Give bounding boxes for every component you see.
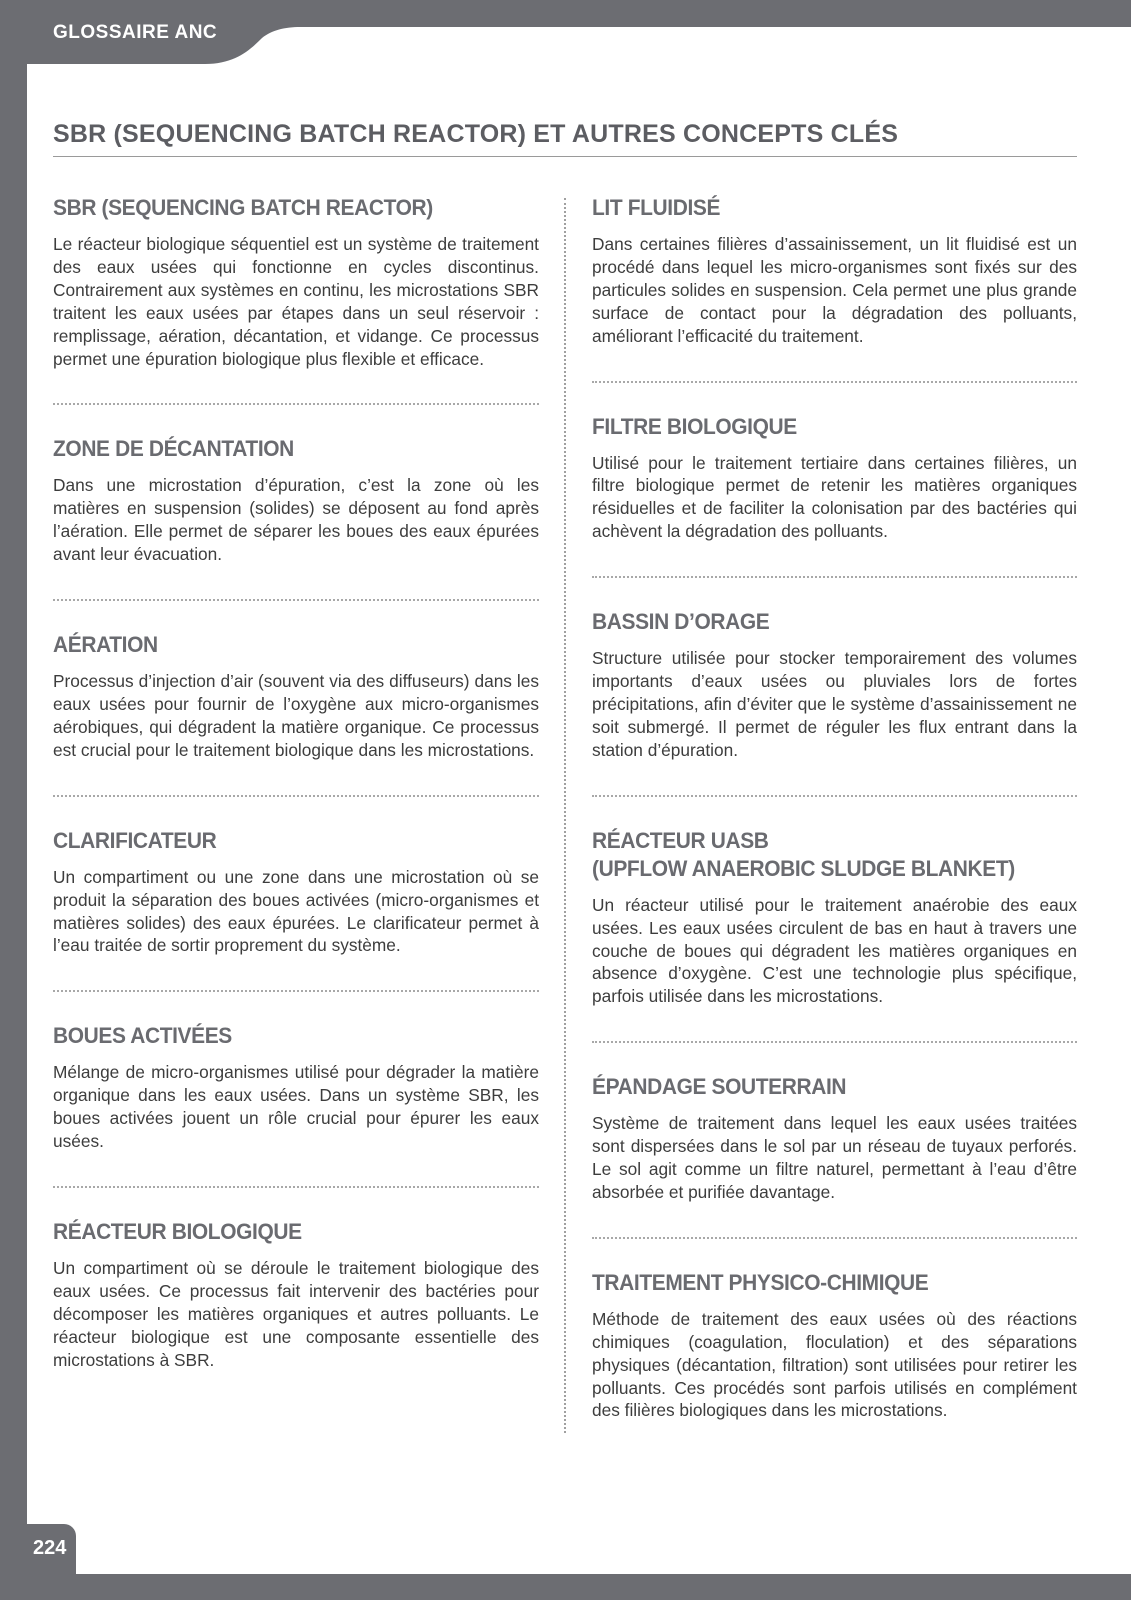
glossary-entry-bassin-orage: [592, 608, 1077, 762]
entry-separator: [53, 1186, 539, 1188]
page-number: 224: [33, 1537, 67, 1559]
glossary-entry-boues-activees: [53, 1022, 539, 1153]
entry-term-line2: (UPFLOW ANAEROBIC SLUDGE BLANKET): [592, 855, 1015, 881]
entry-separator: [592, 381, 1077, 383]
glossary-entry-traitement-physico-chimique: [592, 1269, 1077, 1423]
frame-bottom-bar: [0, 1574, 1131, 1600]
entry-definition: Système de traitement dans lequel les eaux usées traitées sont dispersées dans le sol par un réseau de tuyaux perforés. Le sol agit comme un filtre naturel, permettant à l’eau d’être absorbée et purifiée davantage.: [592, 1113, 1077, 1202]
entry-term: CLARIFICATEUR: [53, 827, 217, 853]
entry-definition: Le réacteur biologique séquentiel est un système de traitement des eaux usées qui fonctionne en cycles discontinus. Contrairement aux systèmes en continu, les microstations SBR traitent les eaux usées par étapes dans un seul réservoir : remplissage, aération, décantation, et vidange. Ce processus permet une épuration biologique plus flexible et efficace.: [53, 234, 539, 369]
entry-separator: [53, 795, 539, 797]
glossary-entry-filtre-biologique: [592, 413, 1077, 544]
entry-term: [592, 827, 1043, 883]
entry-definition: Utilisé pour le traitement tertiaire dans certaines filières, un filtre biologique permet de retenir les matières organiques résiduelles et de faciliter la colonisation par des bactéries qui achèvent la dégradation des polluants.: [592, 452, 1077, 542]
glossary-entry-sbr: [53, 194, 539, 370]
entry-term-line1: RÉACTEUR UASB: [592, 827, 769, 853]
entry-definition: Un réacteur utilisé pour le traitement anaérobie des eaux usées. Les eaux usées circulent de bas en haut à travers une couche de boues qui dégradent les matières organiques en absence d’oxygène. C’est une technologie plus spécifique, parfois utilisée dans les microstations.: [592, 894, 1077, 1007]
entry-term: RÉACTEUR BIOLOGIQUE: [53, 1218, 302, 1244]
entry-term: BASSIN D’ORAGE: [592, 609, 770, 635]
left-column: [53, 194, 539, 1371]
glossary-entry-lit-fluidise: [592, 194, 1077, 348]
glossary-entry-zone-decantation: [53, 435, 539, 566]
entry-term: BOUES ACTIVÉES: [53, 1023, 232, 1049]
entry-term: ZONE DE DÉCANTATION: [53, 436, 294, 462]
entry-definition: Dans une microstation d’épuration, c’est la zone où les matières en suspension (solides) se déposent au fond après l’aération. Elle permet de séparer les boues des eaux épurées avant leur évacuation.: [53, 475, 539, 565]
glossary-entry-reacteur-uasb: [592, 827, 1077, 1009]
entry-term: FILTRE BIOLOGIQUE: [592, 413, 797, 439]
entry-term: SBR (SEQUENCING BATCH REACTOR): [53, 195, 433, 220]
entry-term: ÉPANDAGE SOUTERRAIN: [592, 1074, 847, 1100]
entry-definition: Méthode de traitement des eaux usées où des réactions chimiques (coagulation, floculation) et des séparations physiques (décantation, filtration) sont utilisées pour retirer les polluants. Ces procédés sont parfois utilisés en complément des filières biologiques dans les microstations.: [592, 1308, 1077, 1421]
entry-separator: [53, 599, 539, 601]
title-rule: [53, 156, 1077, 157]
entry-definition: Structure utilisée pour stocker temporairement des volumes importants d’eaux usées ou pluviales lors de fortes précipitations, afin d’éviter que le système d’assainissement ne soit submergé. Il permet de réguler les flux entrant dans la station d’épuration.: [592, 648, 1077, 760]
entry-separator: [53, 990, 539, 992]
entry-term: AÉRATION: [53, 632, 158, 658]
column-divider: [564, 198, 566, 1433]
entry-separator: [592, 1237, 1077, 1239]
right-column: [592, 194, 1077, 1422]
glossary-entry-aeration: [53, 631, 539, 762]
entry-separator: [592, 1041, 1077, 1043]
entry-term: LIT FLUIDISÉ: [592, 195, 721, 220]
entry-separator: [592, 795, 1077, 797]
entry-definition: Un compartiment où se déroule le traitement biologique des eaux usées. Ce processus fait intervenir des bactéries pour décomposer les matières organiques et autres polluants. Le réacteur biologique est une composante essentielle des microstations à SBR.: [53, 1257, 539, 1370]
entry-separator: [592, 576, 1077, 578]
section-header-label: GLOSSAIRE ANC: [53, 22, 218, 43]
glossary-entry-epandage-souterrain: [592, 1073, 1077, 1204]
entry-term: TRAITEMENT PHYSICO-CHIMIQUE: [592, 1269, 929, 1295]
glossary-entry-reacteur-biologique: [53, 1218, 539, 1372]
entry-definition: Dans certaines filières d’assainissement, un lit fluidisé est un procédé dans lequel les micro-organismes sont fixés sur des particules solides en suspension. Cela permet une plus grande surface de contact pour la dégradation des polluants, améliorant l’efficacité du traitement.: [592, 234, 1077, 346]
entry-definition: Processus d’injection d’air (souvent via des diffuseurs) dans les eaux usées pour fournir de l’oxygène aux micro-organismes aérobiques, qui dégradent la matière organique. Ce processus est crucial pour le traitement biologique dans les microstations.: [53, 671, 539, 760]
frame-left-bar: [0, 0, 27, 1600]
entry-separator: [53, 403, 539, 405]
entry-definition: Mélange de micro-organismes utilisé pour dégrader la matière organique dans les eaux usées. Dans un système SBR, les boues activées jouent un rôle crucial pour épurer les eaux usées.: [53, 1062, 539, 1152]
page-title: SBR (SEQUENCING BATCH REACTOR) ET AUTRES CONCEPTS CLÉS: [53, 120, 899, 148]
entry-definition: Un compartiment ou une zone dans une microstation où se produit la séparation des boues activées (micro-organismes et matières solides) des eaux épurées. Le clarificateur permet à l’eau traitée de sortir proprement du système.: [53, 866, 539, 956]
glossary-entry-clarificateur: [53, 827, 539, 958]
